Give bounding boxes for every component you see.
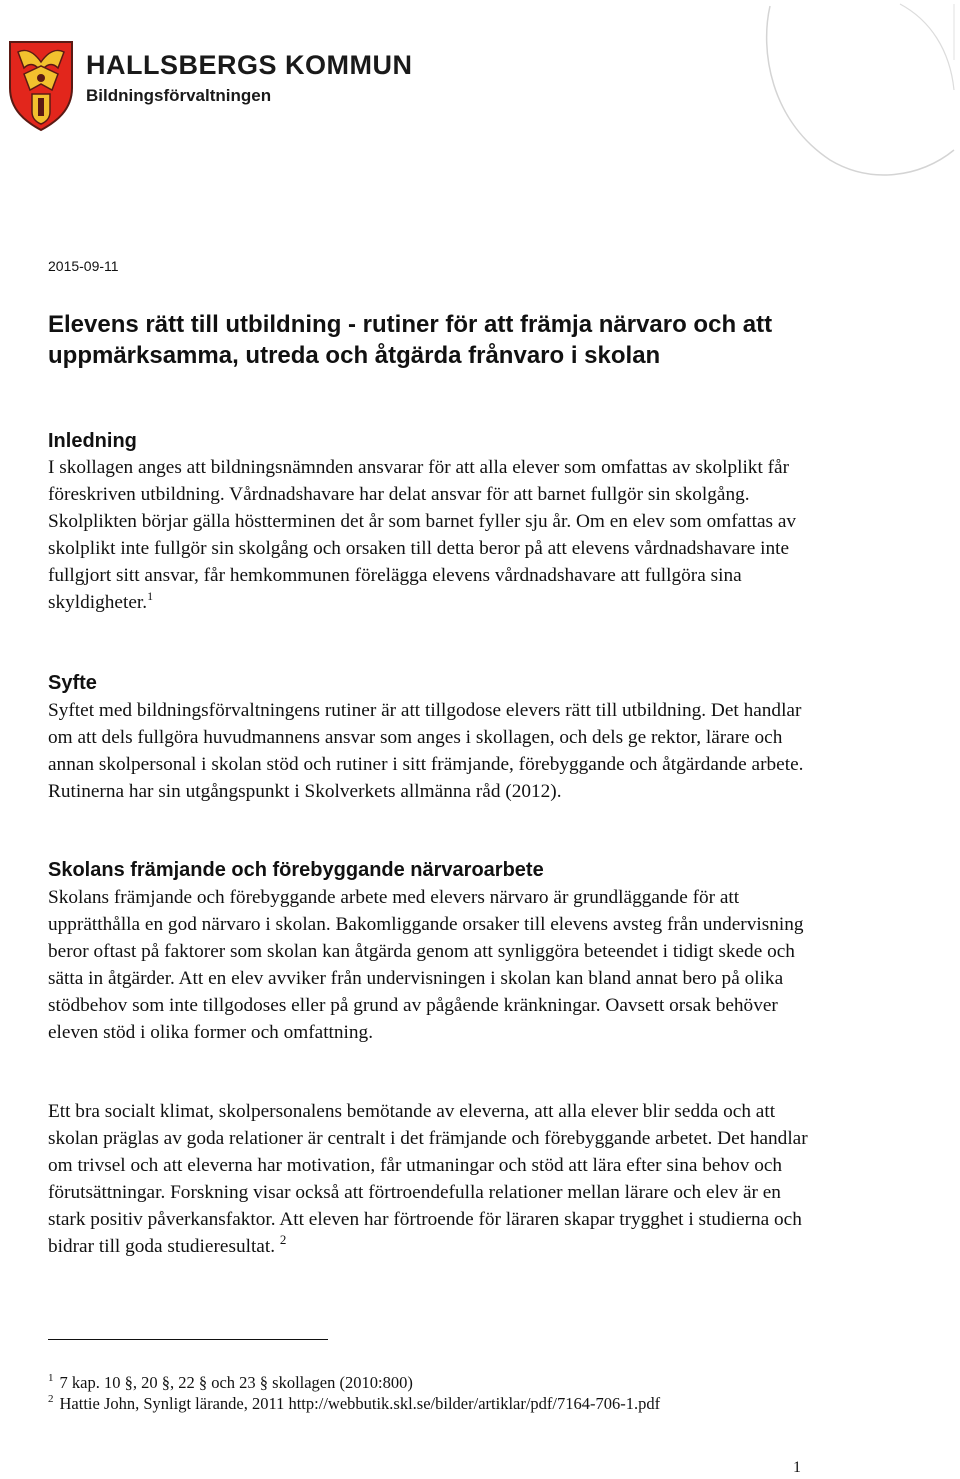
heading-narvaroarbete: Skolans främjande och förebyggande närvaroarbete: [48, 859, 544, 881]
footnote-1: [48, 1373, 413, 1393]
department-name: Bildningsförvaltningen: [86, 86, 272, 105]
footnote-text: Hattie John, Synligt lärande, 2011 http://webbutik.skl.se/bilder/artiklar/pdf/7164-706-1.pdf: [59, 1394, 661, 1413]
footnote-reference: 1: [147, 589, 154, 603]
paragraph-narvaroarbete-2: [48, 1098, 808, 1260]
municipality-logo: [6, 38, 413, 134]
paragraph-text: I skollagen anges att bildningsnämnden ansvarar för att alla elever som omfattas av skolplikt får föreskriven utbildning. Vårdnadshavare har delat ansvar för att barnet fullgör sin skolgång. Skolplikten börjar gälla höstterminen det år som barnet fyller sju år. Om en elev som omfattas av skolplikt inte fullgör sin skolgång och orsaken till detta beror på att elevens vårdnadshavare inte fullgjort sitt ansvar, får hemkommunen förelägga elevens vårdnadshavare att fullgöra sina skyldigheter.: [48, 457, 797, 613]
heading-syfte: Syfte: [48, 672, 97, 694]
coat-of-arms-icon: [6, 38, 76, 132]
footnote-divider: [48, 1339, 328, 1340]
footnote-reference: 2: [279, 1232, 287, 1247]
document-date: 2015-09-11: [48, 258, 119, 274]
footnote-2: [48, 1394, 660, 1414]
paragraph-inledning: [48, 454, 808, 616]
page-number: 1: [793, 1459, 801, 1476]
paragraph-syfte: Syftet med bildningsförvaltningens rutiner är att tillgodose elevers rätt till utbildning. Det handlar om att dels fullgöra huvudmannens ansvar som anges i skollagen, och dels ge rektor, lärare och annan skolpersonal i skolan stöd och rutiner i sitt främjande, förebyggande och åtgärdande arbete. Rutinerna har sin utgångspunkt i Skolverkets allmänna råd (2012).: [48, 700, 804, 802]
document-title: Elevens rätt till utbildning - rutiner för att främja närvaro och att uppmärksamma, utreda och åtgärda frånvaro i skolan: [48, 311, 773, 369]
organization-name: HALLSBERGS KOMMUN: [86, 50, 413, 80]
faded-seal-graphic: [740, 0, 960, 180]
paragraph-narvaroarbete-1: Skolans främjande och förebyggande arbete med elevers närvaro är grundläggande för att upprätthålla en god närvaro i skolan. Bakomliggande orsaker till elevens avsteg från undervisning beror oftast på faktorer som skolan kan åtgärda genom att synliggöra beteendet i tidigt skede och sätta in åtgärder. Att en elev avviker från undervisningen i skolan kan bland annat bero på olika stödbehov som inte tillgodoses eller på grund av pågående kränkningar. Oavsett orsak behöver eleven stöd i olika former och omfattning.: [48, 887, 804, 1043]
paragraph-text: Ett bra socialt klimat, skolpersonalens bemötande av eleverna, att alla elever blir sedda och att skolan präglas av goda relationer är centralt i det främjande och förebyggande arbetet. Det handlar om trivsel och att eleverna har motivation, får utmaningar och stöd att lära efter sina behov och förutsättningar. Forskning visar också att förtroendefulla relationer mellan lärare och elev är en stark positiv påverkansfaktor. Att eleven har förtroende för läraren skapar trygghet i studierna och bidrar till goda studieresultat.: [48, 1101, 808, 1257]
footnote-number: 1: [48, 1372, 54, 1384]
footnote-number: 2: [48, 1393, 54, 1405]
footnote-text: 7 kap. 10 §, 20 §, 22 § och 23 § skollagen (2010:800): [59, 1373, 413, 1392]
heading-inledning: Inledning: [48, 430, 137, 452]
